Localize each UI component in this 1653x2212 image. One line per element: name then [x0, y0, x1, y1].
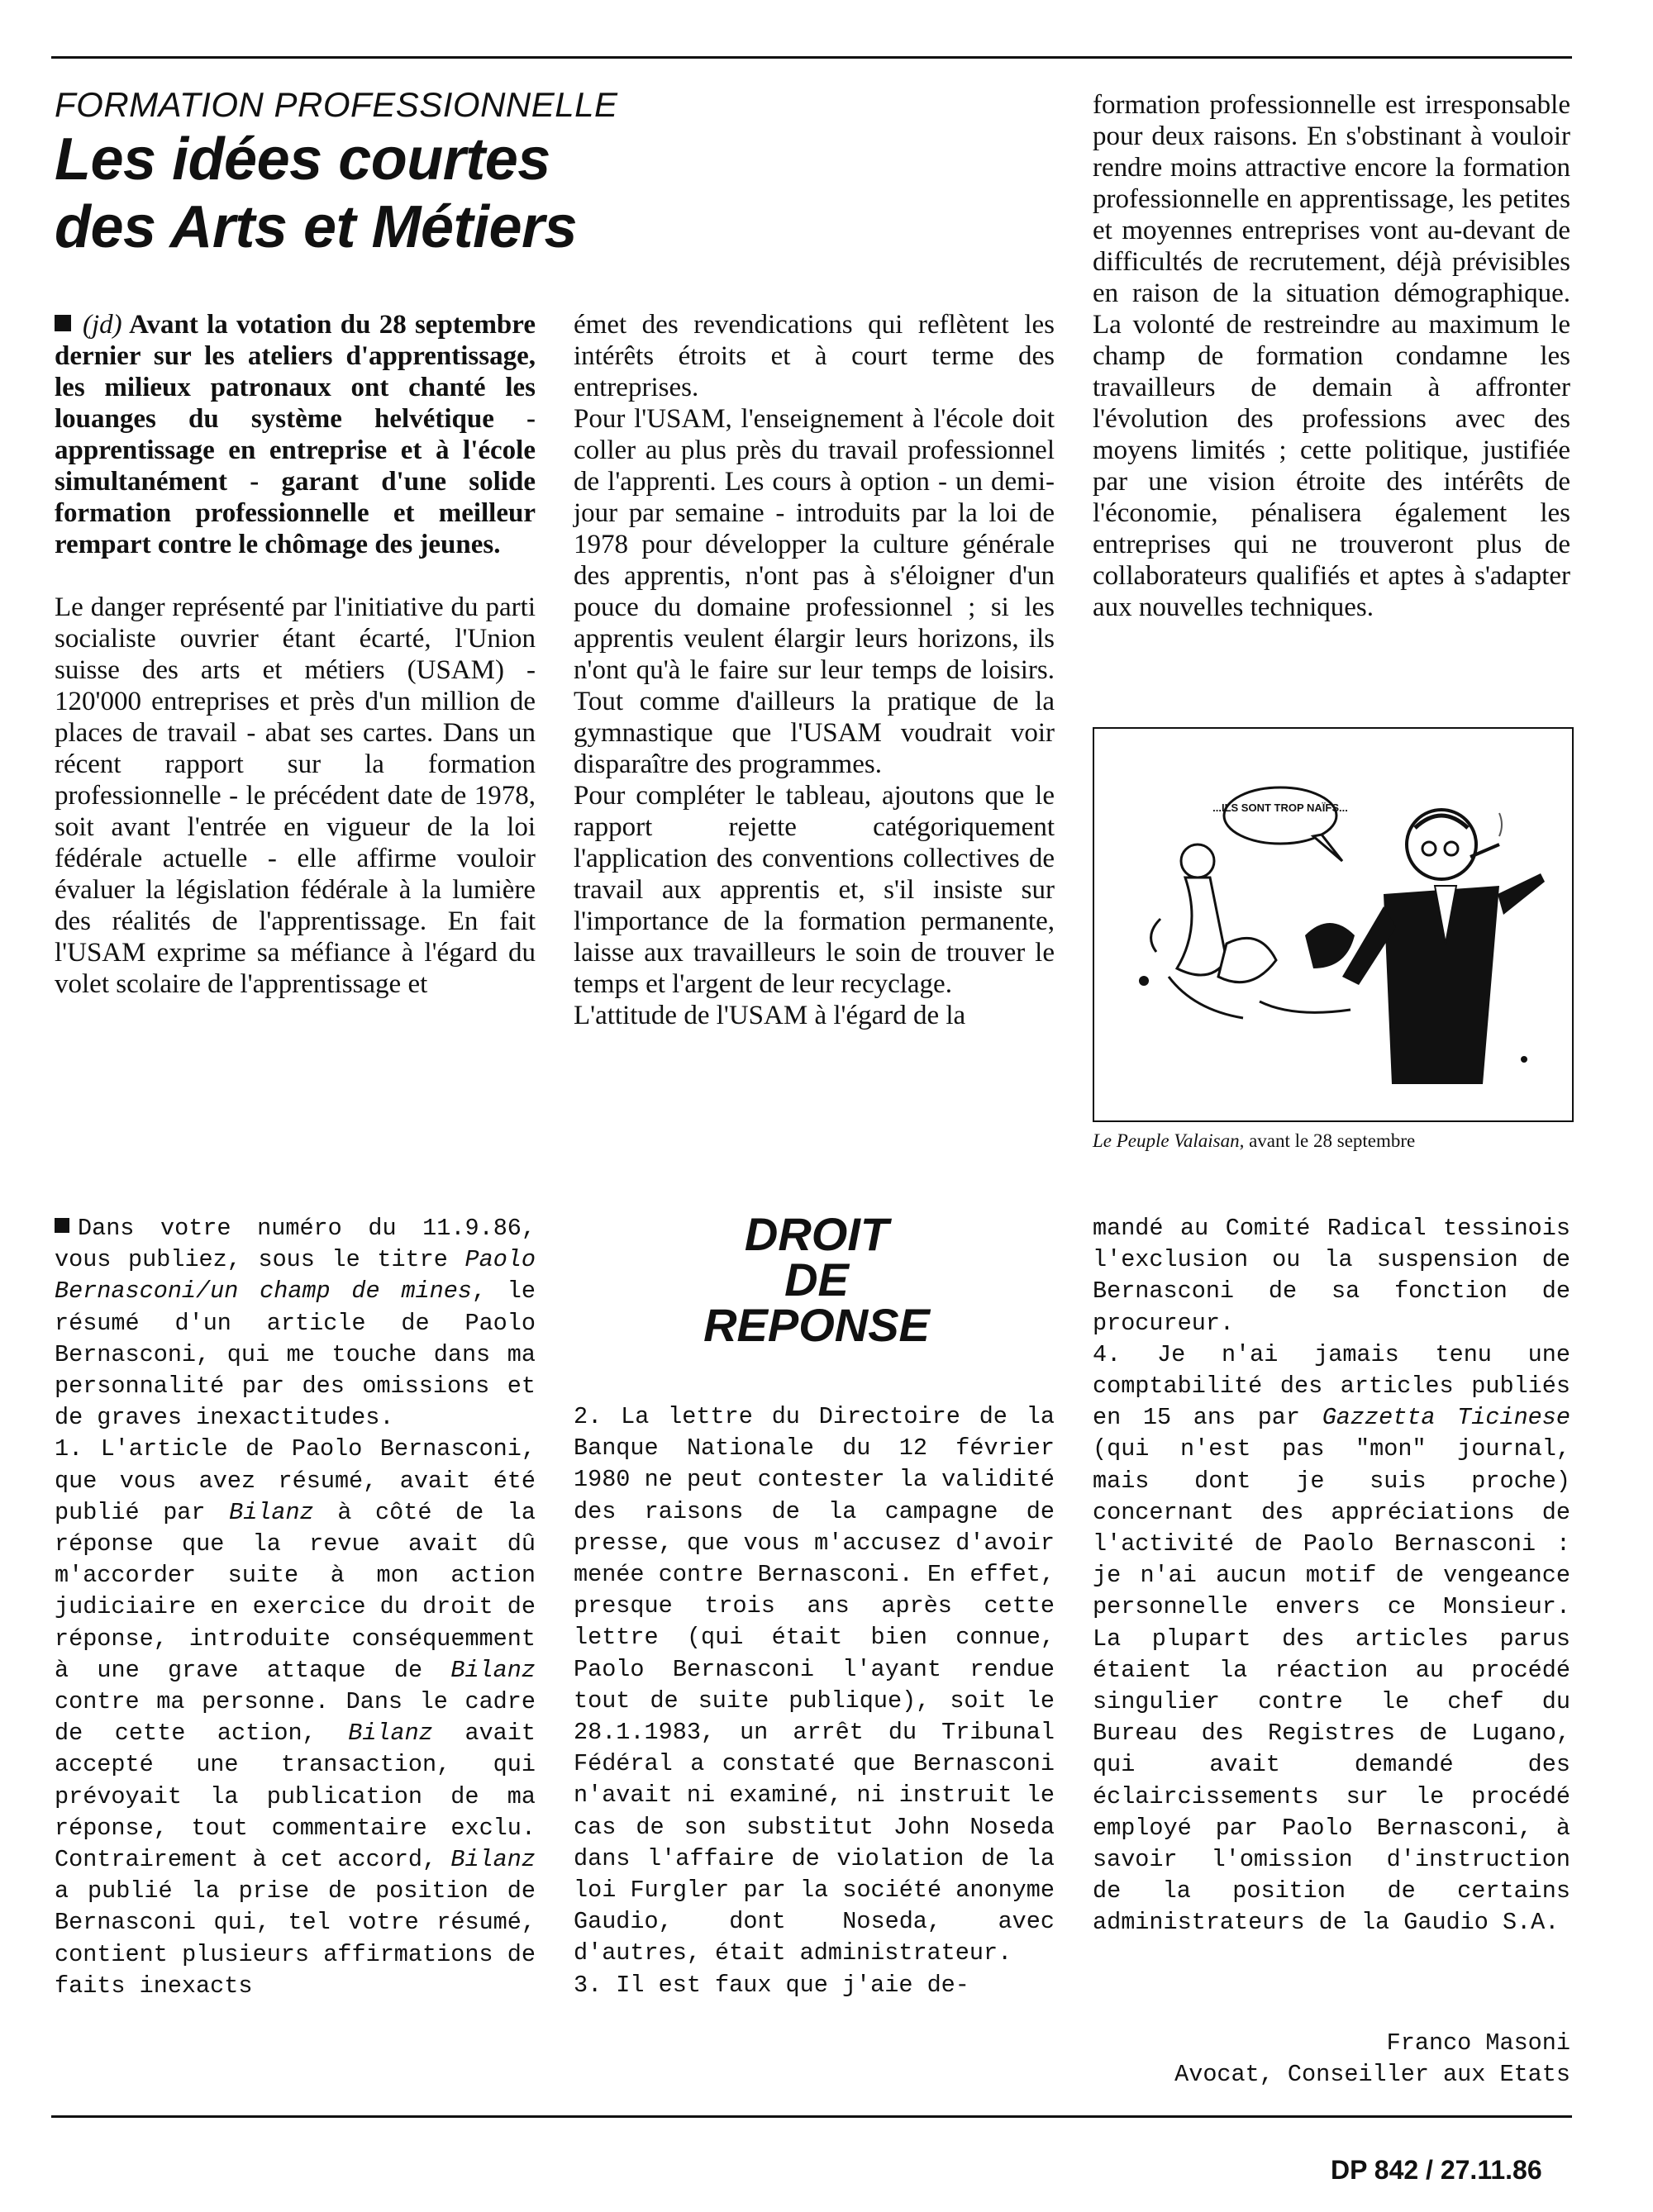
publication-name: Bilanz: [450, 1846, 536, 1874]
title-line: DROIT: [744, 1208, 889, 1260]
title-line: DE: [784, 1253, 849, 1306]
publication-name: Bilanz: [348, 1720, 433, 1748]
reply-column-1: [55, 1213, 536, 2002]
article-column-2: [574, 309, 1055, 1031]
article-kicker: FORMATION PROFESSIONNELLE: [55, 85, 618, 124]
reply-text: 1. L'article de Paolo Bernasconi, que vous avez résumé, avait été publié par: [55, 1435, 536, 1526]
article-column-1: [55, 309, 536, 1000]
publication-name: Bilanz: [450, 1656, 536, 1684]
publication-name: Bilanz: [229, 1498, 314, 1526]
bullet-square-icon: [55, 1218, 69, 1233]
reply-text: à côté de la réponse que la revue avait dû m'accorder suite à mon action judiciaire en exercice du droit de réponse, introduite conséquemment à une grave attaque de: [55, 1498, 536, 1684]
signature-title: Avocat, Conseiller aux Etats: [1174, 2061, 1570, 2088]
cartoon-illustration: [1093, 727, 1574, 1122]
bottom-rule: [51, 2115, 1572, 2118]
article-paragraph: Pour compléter le tableau, ajoutons que le rapport rejette catégoriquement l'application des conventions collectives de travail aux apprentis et, s'il insiste sur l'importance de la formation permanente, laisse aux travailleurs le soin de trouver le temps et l'argent de leur recyclage.: [574, 781, 1055, 999]
reply-text: contre ma personne. Dans le cadre de cette action,: [55, 1688, 536, 1748]
reply-paragraph: mandé au Comité Radical tessinois l'exclusion ou la suspension de Bernasconi de sa fonction de procureur.: [1093, 1215, 1570, 1337]
article-paragraph: émet des revendications qui reflètent les intérêts étroits et à court terme des entreprises.: [574, 310, 1055, 402]
cited-title: Paolo Bernasconi/un champ de mines: [55, 1246, 536, 1306]
signature: [1093, 2028, 1570, 2091]
reply-text: (qui n'est pas "mon" journal, mais dont je suis proche) concernant des appréciations de l'activité de Paolo Bernasconi : je n'ai aucun motif de vengeance personnelle envers ce Monsieur. La plupart des articles parus étaient la réaction au procédé singulier contre le chef du Bureau des Registres de Lugano, qui avait demandé des éclaircissements sur le procédé employé par Paolo Bernasconi, à savoir l'omission d'instruction de la position de certains administrateurs de la Gaudio S.A.: [1093, 1435, 1570, 1937]
reply-text: 4. Je n'ai jamais tenu une comptabilité des articles publiés en 15 ans par: [1093, 1340, 1570, 1432]
reply-paragraph: [55, 1213, 536, 1434]
reply-text: a publié la prise de position de Bernasconi qui, tel votre résumé, contient plusieurs affirmations de faits inexacts: [55, 1877, 536, 2000]
signature-name: Franco Masoni: [1386, 2029, 1570, 2057]
reply-text: Dans votre numéro du 11.9.86, vous publiez, sous le titre: [55, 1215, 536, 1274]
article-headline: [55, 126, 577, 261]
lead-text: Avant la votation du 28 septembre dernier sur les ateliers d'apprentissage, les milieux patronaux ont chanté les louanges du système helvétique - apprentissage en entreprise et à l'école simultanément - garant d'une solide formation professionnelle et meilleur rempart contre le chômage des jeunes.: [55, 310, 536, 559]
top-rule: [51, 56, 1572, 59]
article-column-3: [1093, 89, 1570, 623]
caption-date: avant le 28 septembre: [1249, 1130, 1416, 1151]
reply-text: , le résumé d'un article de Paolo Bernasconi, qui me touche dans ma personnalité par des omissions et de graves inexactitudes.: [55, 1277, 536, 1432]
droit-de-reponse-title: [693, 1208, 941, 1351]
reply-text: avait accepté une transaction, qui prévoyait la publication de ma réponse, tout commentaire exclu. Contrairement à cet accord,: [55, 1720, 536, 1874]
article-paragraph: Pour l'USAM, l'enseignement à l'école doit coller au plus près du travail professionnel de l'apprenti. Les cours à option - un demi-jour par semaine - introduits par la loi de 1978 pour développer la culture générale des apprentis, n'ont pas à s'éloigner d'un pouce du domaine professionnel ; si les apprentis veulent élargir leurs horizons, ils n'ont qu'à le faire sur leur temps de loisirs. Tout comme d'ailleurs la pratique de la gymnastique que l'USAM voudrait voir disparaître des programmes.: [574, 404, 1055, 779]
caption-source: Le Peuple Valaisan,: [1093, 1130, 1245, 1151]
reply-paragraph: 2. La lettre du Directoire de la Banque Nationale du 12 février 1980 ne peut contester la validité des raisons de la campagne de presse, que vous m'accusez d'avoir menée contre Bernasconi. En effet, presque trois ans après cette lettre (qui était bien connue, Paolo Bernasconi l'ayant rendue tout de suite publique), soit le 28.1.1983, un arrêt du Tribunal Fédéral a constaté que Bernasconi n'avait ni examiné, ni instruit le cas de son substitut John Noseda dans l'affaire de violation de la loi Furgler par la société anonyme Gaudio, dont Noseda, avec d'autres, était administrateur.: [574, 1403, 1055, 1967]
publication-name: Gazzetta Ticinese: [1322, 1404, 1570, 1432]
reply-paragraph: [55, 1434, 536, 2002]
reply-column-3: [1093, 1213, 1570, 1939]
article-lead: [55, 309, 536, 560]
article-paragraph: Le danger représenté par l'initiative du parti socialiste ouvrier étant écarté, l'Union suisse des arts et métiers (USAM) - 120'000 entreprises et près d'un million de places de travail - abat ses cartes. Dans un récent rapport sur la formation professionnelle - le précédent date de 1978, soit avant l'entrée en vigueur de la loi fédérale actuelle - elle affirme vouloir évaluer la législation fédérale à la lumière des réalités de l'apprentissage. En fait l'USAM exprime sa méfiance à l'égard du volet scolaire de l'apprentissage et: [55, 592, 536, 999]
article-paragraph: formation professionnelle est irresponsable pour deux raisons. En s'obstinant à vouloir rendre moins attractive encore la formation professionnelle en apprentissage, les petites et moyennes entreprises vont au-devant de difficultés de recrutement, déjà prévisibles en raison de la situation démographique. La volonté de restreindre au maximum le champ de formation condamne les travailleurs de demain à affronter l'évolution des professions avec des moyens limités ; cette politique, justifiée par une vision étroite des intérêts de l'économie, pénalisera également les entreprises qui ne trouveront plus de collaborateurs qualifiés et aptes à s'adapter aux nouvelles techniques.: [1093, 90, 1570, 622]
bullet-square-icon: [55, 315, 71, 331]
reply-paragraph: [1093, 1339, 1570, 1939]
cartoon-caption: [1093, 1130, 1415, 1152]
headline-line-2: des Arts et Métiers: [55, 194, 578, 260]
reply-paragraph: 3. Il est faux que j'aie de-: [574, 1971, 969, 1999]
issue-footer: DP 842 / 27.11.86: [1331, 2155, 1542, 2185]
cartoon-bubble-text: ...ILS SONT TROP NAÏFS...: [1212, 802, 1348, 814]
cartoon-drawing: [1094, 729, 1572, 1120]
headline-line-1: Les idées courtes: [55, 126, 550, 193]
reply-column-2: [574, 1401, 1055, 2001]
article-paragraph: L'attitude de l'USAM à l'égard de la: [574, 1001, 966, 1030]
lead-author: (jd): [83, 310, 122, 340]
title-line: REPONSE: [703, 1299, 930, 1351]
